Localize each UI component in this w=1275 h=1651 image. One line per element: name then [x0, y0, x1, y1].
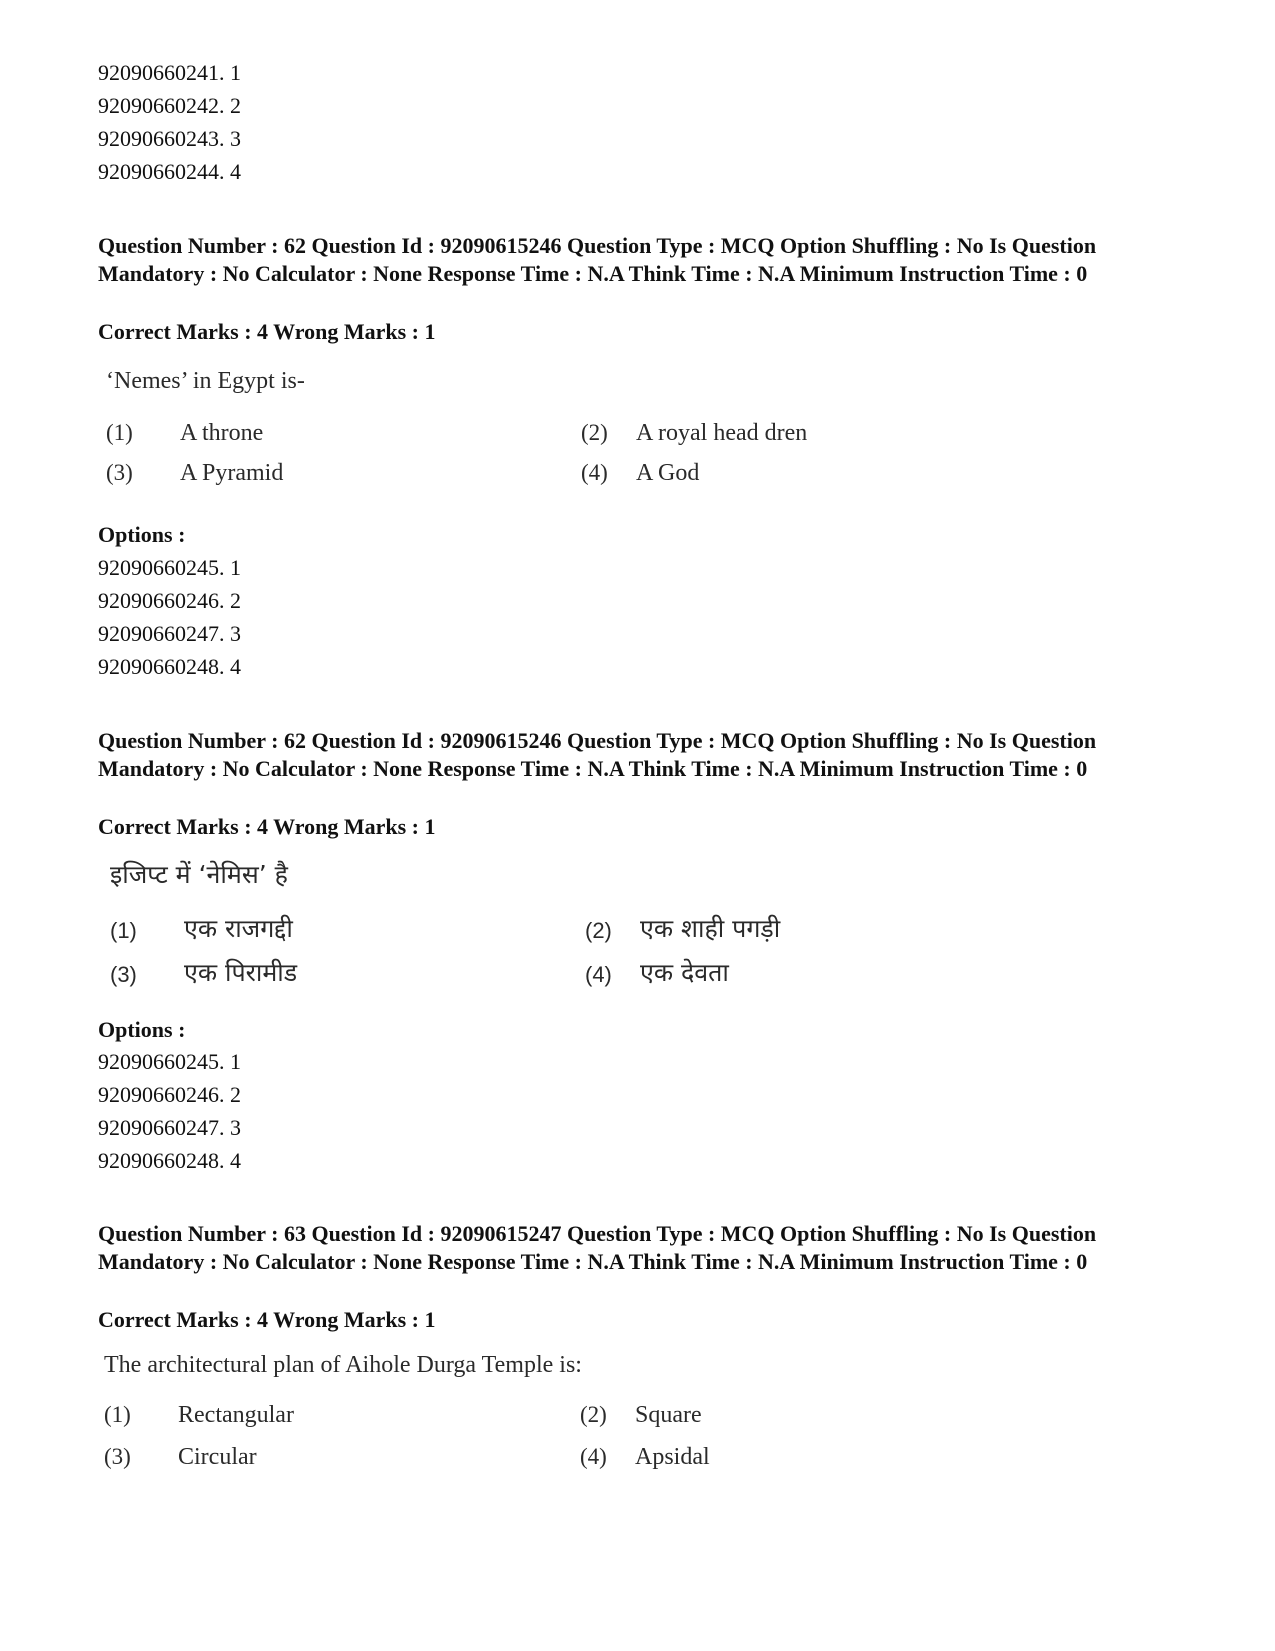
choice-number: (1) [110, 918, 137, 943]
option-id-line: 92090660248. 4 [98, 654, 241, 679]
question-meta: Question Number : 62 Question Id : 92090615246 Question Type : MCQ Option Shuffling : No Is Question Mandatory : No Calculator : None Response Time : N.A Think Time : N.A Minimum Instruction Time : 0 [98, 233, 1097, 286]
choice-text: A God [636, 460, 700, 486]
choice-number: (3) [106, 460, 133, 485]
option-id-line: 92090660247. 3 [98, 621, 241, 646]
options-heading: Options : [98, 1017, 186, 1042]
option-id-line: 92090660246. 2 [98, 1082, 241, 1107]
choice-number: (1) [104, 1402, 131, 1427]
question-text: ‘Nemes’ in Egypt is- [106, 368, 305, 394]
choice-number: (3) [110, 962, 137, 987]
choice-number: (4) [581, 460, 608, 485]
choice-text: एक राजगद्दी [184, 914, 293, 943]
choice-text: एक शाही पगड़ी [640, 914, 781, 943]
option-id-line: 92090660242. 2 [98, 93, 241, 118]
choice-number: (4) [580, 1444, 607, 1469]
choice-text: A royal head dren [636, 420, 808, 446]
choice-text: A throne [180, 420, 264, 446]
choice-number: (2) [581, 420, 608, 445]
question-text: The architectural plan of Aihole Durga Temple is: [104, 1352, 582, 1378]
choice-text: Square [635, 1402, 702, 1428]
choice-text: A Pyramid [180, 460, 284, 486]
choice-text: एक पिरामीड [184, 958, 298, 987]
question-meta: Question Number : 62 Question Id : 92090615246 Question Type : MCQ Option Shuffling : No Is Question Mandatory : No Calculator : None Response Time : N.A Think Time : N.A Minimum Instruction Time : 0 [98, 728, 1097, 781]
option-id-line: 92090660245. 1 [98, 555, 241, 580]
choice-number: (2) [585, 918, 612, 943]
choice-text: एक देवता [640, 958, 729, 987]
option-id-line: 92090660241. 1 [98, 60, 241, 85]
choice-text: Rectangular [178, 1402, 294, 1428]
option-id-line: 92090660243. 3 [98, 126, 241, 151]
choice-number: (4) [585, 962, 612, 987]
choice-number: (1) [106, 420, 133, 445]
options-heading: Options : [98, 522, 186, 547]
choice-number: (2) [580, 1402, 607, 1427]
option-id-line: 92090660247. 3 [98, 1115, 241, 1140]
question-marks: Correct Marks : 4 Wrong Marks : 1 [98, 814, 436, 839]
choice-text: Apsidal [635, 1444, 710, 1470]
question-text: इजिप्ट में ‘नेमिस’ है [110, 860, 288, 889]
option-id-line: 92090660248. 4 [98, 1148, 241, 1173]
question-meta: Question Number : 63 Question Id : 92090615247 Question Type : MCQ Option Shuffling : No Is Question Mandatory : No Calculator : None Response Time : N.A Think Time : N.A Minimum Instruction Time : 0 [98, 1221, 1097, 1274]
option-id-line: 92090660245. 1 [98, 1049, 241, 1074]
question-marks: Correct Marks : 4 Wrong Marks : 1 [98, 319, 436, 344]
question-marks: Correct Marks : 4 Wrong Marks : 1 [98, 1307, 436, 1332]
option-id-line: 92090660246. 2 [98, 588, 241, 613]
choice-text: Circular [178, 1444, 257, 1470]
choice-number: (3) [104, 1444, 131, 1469]
option-id-line: 92090660244. 4 [98, 159, 241, 184]
